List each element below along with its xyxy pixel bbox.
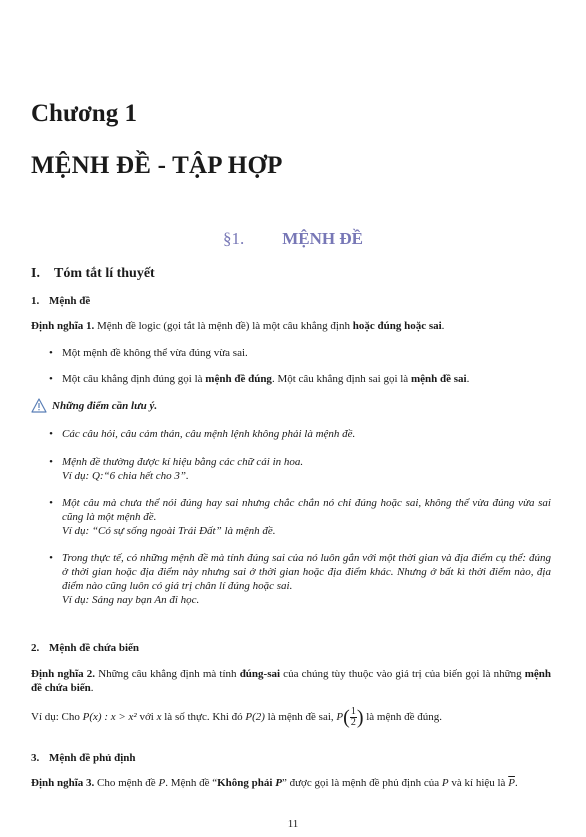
fraction: [350, 707, 357, 728]
definition-label: Định nghĩa 2.: [31, 668, 96, 680]
note-text: Mệnh đề thường được kí hiệu bằng các chữ cái in hoa.: [62, 456, 304, 468]
example-formula: P(2): [245, 711, 265, 724]
list-item: [62, 372, 551, 386]
note-item: [62, 455, 551, 483]
definition-1: [31, 319, 551, 333]
note-item: [62, 496, 551, 538]
note-item: • Các câu hỏi, câu cảm thán, câu mệnh lệnh không phải là mệnh đề.: [62, 427, 551, 441]
symbol-p: P: [441, 777, 449, 789]
right-paren: ): [356, 706, 364, 729]
subsection-heading-2: [31, 642, 139, 654]
definition-text: ” được gọi là mệnh đề phủ định của: [281, 777, 442, 789]
fraction-numerator: 1: [350, 706, 356, 717]
subsection-title: Mệnh đề chứa biến: [49, 642, 140, 654]
definition-text: Cho mệnh đề: [94, 777, 159, 789]
definition-end: .: [441, 320, 445, 332]
symbol-p: P: [275, 777, 282, 789]
definition-label: Định nghĩa 1.: [31, 320, 95, 332]
part-heading: [31, 266, 155, 282]
subsection-title: Mệnh đề: [49, 295, 91, 307]
definition-text: và kí hiệu là: [448, 777, 509, 789]
subsection-title: Mệnh đề phủ định: [49, 752, 136, 764]
subsection-number: 1.: [31, 295, 40, 307]
definition-emphasis: hoặc đúng hoặc sai: [352, 320, 442, 332]
definition-emphasis: đúng-sai: [239, 668, 281, 680]
definition-end: .: [90, 682, 94, 694]
subsection-heading-1: [31, 295, 90, 307]
example-text: với: [136, 711, 157, 724]
note-example: Ví dụ: “Có sự sống ngoài Trái Đất” là mệnh đề.: [62, 525, 276, 537]
example-text: Ví dụ: Cho: [31, 711, 83, 724]
example-variable: x: [156, 711, 162, 724]
warning-icon: [31, 398, 47, 413]
example-text: là số thực. Khi đó: [161, 711, 246, 724]
part-title: Tóm tắt lí thuyết: [54, 266, 155, 281]
chapter-title: MỆNH ĐỀ - TẬP HỢP: [31, 152, 283, 179]
subsection-heading-3: [31, 752, 136, 764]
example-text: là mệnh đề đúng.: [363, 711, 442, 724]
definition-emphasis: Không phải: [217, 777, 276, 789]
part-number: I.: [31, 266, 40, 281]
section-heading: [0, 229, 586, 249]
notes-title: Những điểm cần lưu ý.: [52, 400, 158, 412]
definition-text: . Mệnh đề “: [165, 777, 218, 789]
definition-label: Định nghĩa 3.: [31, 777, 95, 789]
note-text: Trong thực tế, có những mệnh đề mà tính đúng sai của nó luôn gắn với một thời gian và địa điểm cụ thể: đúng ở thời gian hoặc địa điểm này nhưng sai ở thời gian hoặc địa điểm khác. Nhưng ở bất kì thời điểm nào, địa điểm nào cũng luôn có giá trị chân lí đúng hoặc sai.: [62, 552, 551, 592]
section-number: §1.: [223, 229, 245, 248]
note-example: Ví dụ: Sáng nay bạn An đi học.: [62, 594, 200, 606]
definition-text: của chúng tùy thuộc vào giá trị của biến gọi là những: [280, 668, 525, 680]
note-item: [62, 551, 551, 607]
item-emphasis: mệnh đề đúng: [205, 373, 272, 385]
note-example: Ví dụ: Q:“6 chia hết cho 3”.: [62, 470, 189, 482]
section-title: MỆNH ĐỀ: [282, 229, 363, 248]
definition-3: [31, 776, 551, 790]
subsection-number: 3.: [31, 752, 40, 764]
fraction-denominator: 2: [350, 717, 356, 728]
definition-2: [31, 667, 551, 695]
page-number: 11: [287, 818, 299, 830]
example-formula: P: [336, 711, 344, 724]
subsection-number: 2.: [31, 642, 40, 654]
example-formula: P(x) : x > x²: [82, 711, 137, 724]
item-emphasis: mệnh đề sai: [410, 373, 467, 385]
definition-emphasis: mệnh đề chứa biến: [31, 668, 551, 694]
symbol-p-bar: $\overline{P}$: [508, 777, 515, 789]
item-text: . Một câu khẳng định sai gọi là: [271, 373, 411, 385]
chapter-heading: Chương 1: [31, 100, 137, 127]
example-text: là mệnh đề sai,: [264, 711, 337, 724]
definition-end: .: [514, 777, 518, 789]
definition-text: Những câu khẳng định mà tính: [95, 668, 240, 680]
example-2: [31, 707, 551, 728]
note-text: Một câu mà chưa thể nói đúng hay sai nhưng chắc chắn nó chỉ đúng hoặc sai, không thể vừa đúng vừa sai cũng là một mệnh đề.: [62, 497, 551, 523]
item-text: Một câu khẳng định đúng gọi là: [62, 373, 206, 385]
definition-text: Mệnh đề logic (gọi tắt là mệnh đề) là một câu khẳng định: [94, 320, 353, 332]
left-paren: (: [343, 706, 350, 729]
item-text: .: [466, 373, 470, 385]
symbol-p: P: [158, 777, 166, 789]
list-item: • Một mệnh đề không thể vừa đúng vừa sai.: [62, 346, 551, 360]
